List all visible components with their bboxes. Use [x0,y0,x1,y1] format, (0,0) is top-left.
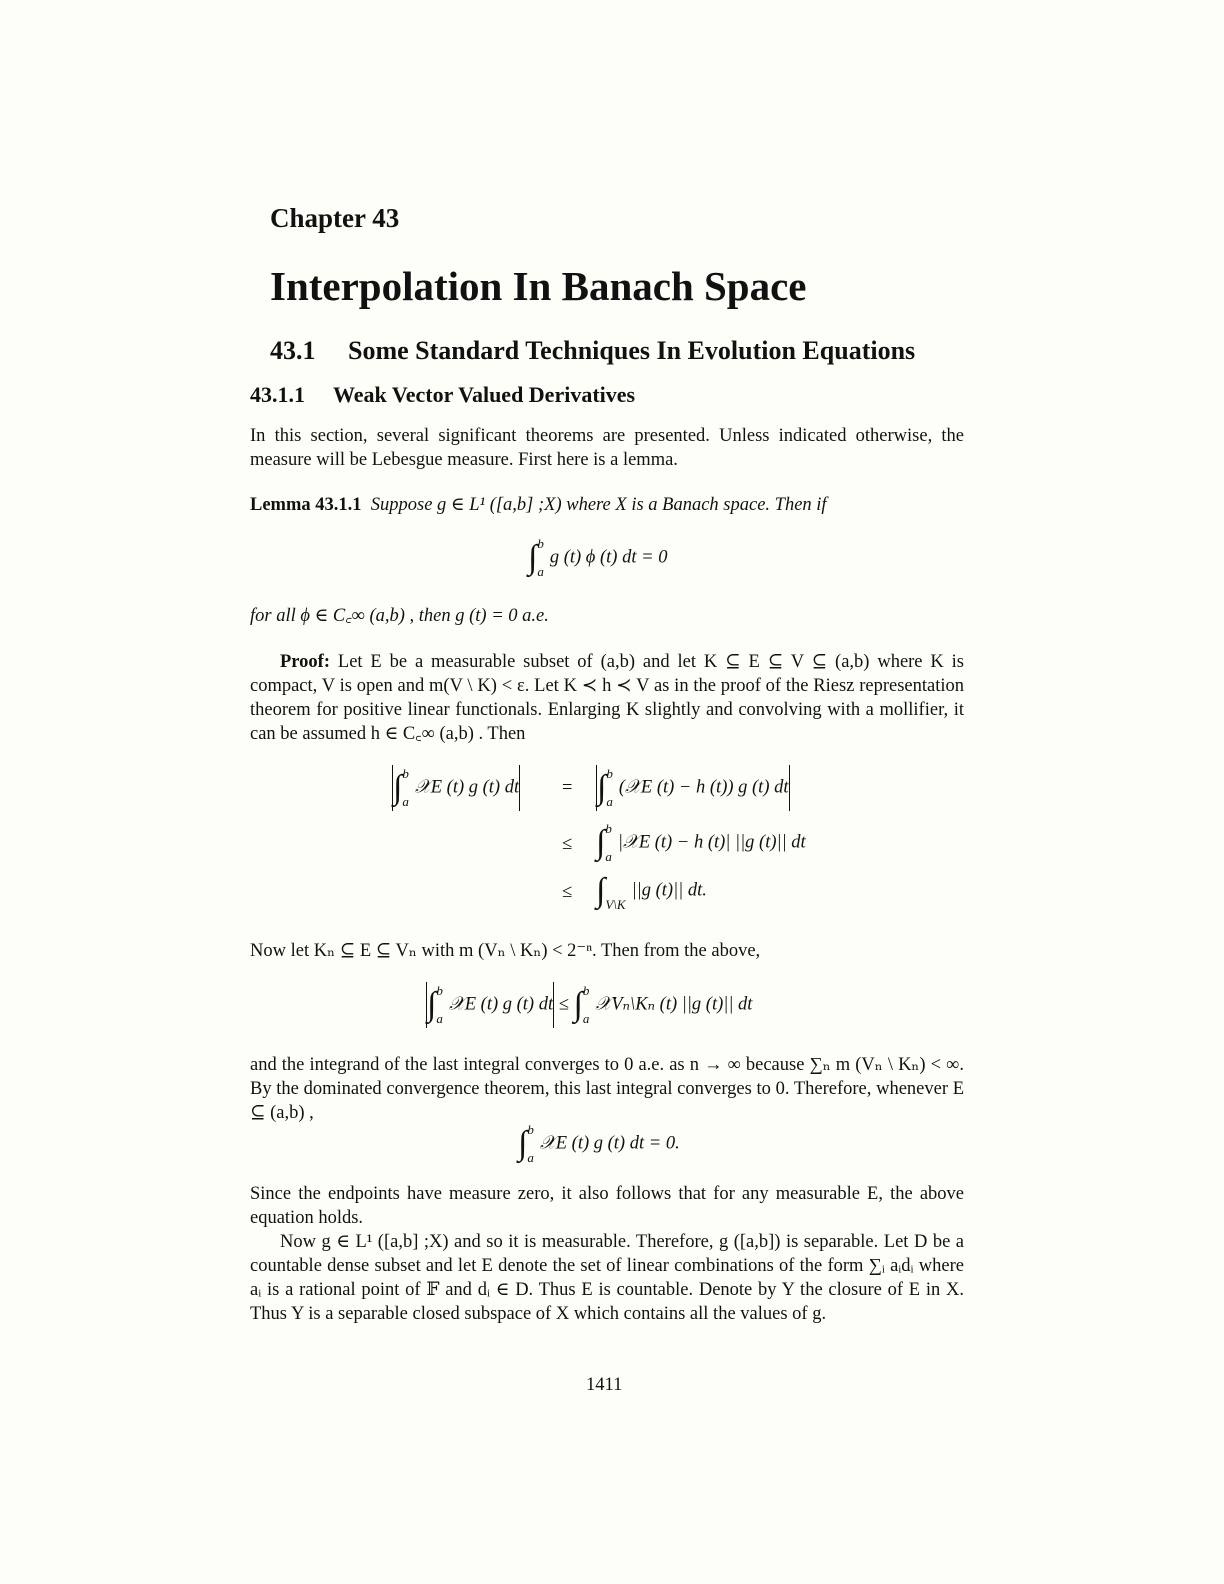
zero-integral-equation: ∫ b a 𝒳E (t) g (t) dt = 0. [518,1122,680,1165]
chapter-title: Interpolation In Banach Space [270,263,807,309]
proof-paragraph-1: Proof: Let E be a measurable subset of (a,b) and let K ⊆ E ⊆ V ⊆ (a,b) where K is compact, V is open and m(V \ K) < ε. Let K ≺ h ≺ V as in the proof of the Riesz representation theorem for positive linear functionals. Enlarging K slightly and convolving with a mollifier, it can be assumed h ∈ C꜀∞ (a,b) . Then [250,652,964,744]
chapter-label: Chapter 43 [270,203,400,233]
align-rhs-3: ∫ V\K ||g (t)|| dt. [596,872,707,912]
proof-label: Proof: [280,652,330,672]
page-number: 1411 [586,1375,623,1395]
align-rel-2: ≤ [562,834,573,854]
lemma-text: Suppose g ∈ L¹ ([a,b] ;X) where X is a Banach space. Then if [370,495,827,515]
section-heading [270,336,915,366]
subsection-number: 43.1.1 [250,382,305,407]
section-number: 43.1 [270,336,316,365]
align-rel-3: ≤ [562,882,573,902]
align-rhs-1: ∫ b a (𝒳E (t) − h (t)) g (t) dt [597,766,789,809]
integral-sign: ∫ [528,539,538,576]
lemma-equation [528,536,667,580]
section-title: Some Standard Techniques In Evolution Equations [348,336,916,365]
align-rhs-2: ∫ b a |𝒳E (t) − h (t)| ||g (t)|| dt [596,821,806,864]
proof-paragraph-4: Since the endpoints have measure zero, it also follows that for any measurable E, the above equation holds. [250,1184,964,1228]
lemma-integrand: g (t) ϕ (t) dt = 0 [549,547,668,568]
intro-paragraph: In this section, several significant theorems are presented. Unless indicated otherwise, the measure will be Lebesgue measure. First here is a lemma. [250,426,964,470]
lemma-label: Lemma 43.1.1 [250,495,362,515]
proof-paragraph-2: Now let Kₙ ⊆ E ⊆ Vₙ with m (Vₙ \ Kₙ) < 2⁻ⁿ. Then from the above, [250,941,761,961]
bound-equation: ∫ b a 𝒳E (t) g (t) dt ≤ ∫ b a 𝒳Vₙ\Kₙ (t) ||g (t)|| dt [427,983,753,1026]
subsection-title: Weak Vector Valued Derivatives [333,382,636,407]
subsection-heading [250,382,635,408]
align-lhs: ∫ b a 𝒳E (t) g (t) dt [393,766,520,809]
align-rel-1: = [562,778,573,798]
proof-paragraph-5: Now g ∈ L¹ ([a,b] ;X) and so it is measurable. Therefore, g ([a,b]) is separable. Let D be a countable dense subset and let E denote the set of linear combinations of the form ∑ᵢ aᵢdᵢ where aᵢ is a rational point of 𝔽 and dᵢ ∈ D. Thus E is countable. Denote by Y the closure of E in X. Thus Y is a separable closed subspace of X which contains all the values of g. [250,1232,964,1324]
lemma-conclusion: for all ϕ ∈ C꜀∞ (a,b) , then g (t) = 0 a.e. [250,606,549,626]
lemma-statement [250,493,964,517]
integral-limits: b a [537,536,544,579]
proof-paragraph-3: and the integrand of the last integral converges to 0 a.e. as n → ∞ because ∑ₙ m (Vₙ \ Kₙ) < ∞. By the dominated convergence theorem, this last integral converges to 0. Therefore, whenever E ⊆ (a,b) , [250,1055,964,1123]
